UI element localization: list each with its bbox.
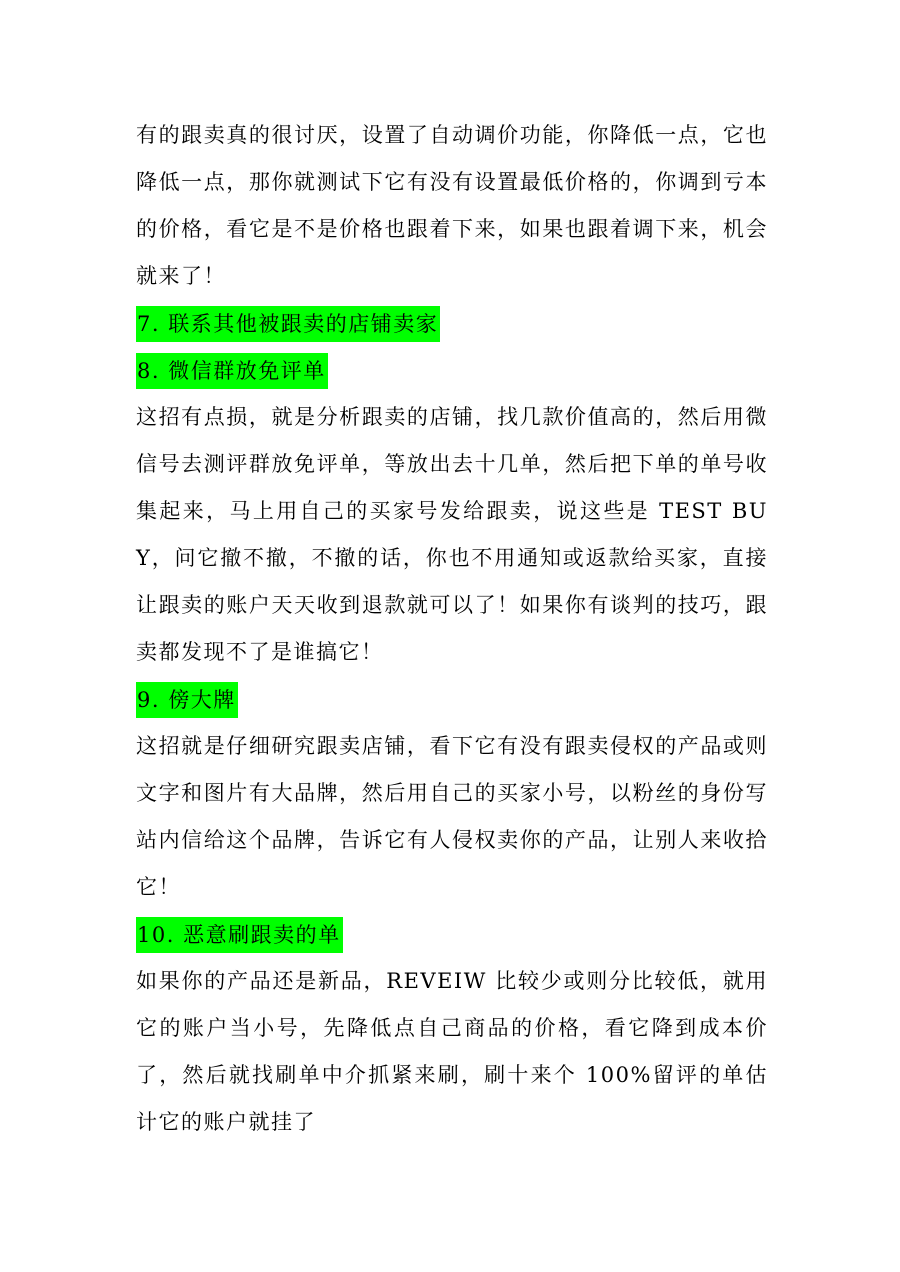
paragraph-10: 如果你的产品还是新品，REVEIW 比较少或则分比较低，就用它的账户当小号，先降低点自己商品的价格，看它降到成本价了，然后就找刷单中介抓紧来刷，刷十来个 100%留评的单估计它的账户就挂了: [136, 969, 768, 1134]
heading-7: 7. 联系其他被跟卖的店铺卖家: [136, 306, 440, 342]
heading-8-line: [136, 347, 768, 394]
heading-9-line: [136, 676, 768, 723]
heading-10: 10. 恶意刷跟卖的单: [136, 917, 343, 953]
heading-8: 8. 微信群放免评单: [136, 353, 328, 389]
heading-9: 9. 傍大牌: [136, 682, 238, 718]
heading-10-line: [136, 911, 768, 958]
document-body: [136, 112, 768, 1146]
paragraph-intro: 有的跟卖真的很讨厌，设置了自动调价功能，你降低一点，它也降低一点，那你就测试下它有没有设置最低价格的，你调到亏本的价格，看它是不是价格也跟着下来，如果也跟着调下来，机会就来了！: [136, 123, 768, 288]
heading-7-line: [136, 300, 768, 347]
paragraph-8: 这招有点损，就是分析跟卖的店铺，找几款价值高的，然后用微信号去测评群放免评单，等放出去十几单，然后把下单的单号收集起来，马上用自己的买家号发给跟卖，说这些是 TEST BUY，问它撤不撤，不撤的话，你也不用通知或返款给买家，直接让跟卖的账户天天收到退款就可以了！如果你有谈判的技巧，跟卖都发现不了是谁搞它！: [136, 405, 768, 664]
paragraph-9: 这招就是仔细研究跟卖店铺，看下它有没有跟卖侵权的产品或则文字和图片有大品牌，然后用自己的买家小号，以粉丝的身份写站内信给这个品牌，告诉它有人侵权卖你的产品，让别人来收拾它！: [136, 734, 768, 899]
